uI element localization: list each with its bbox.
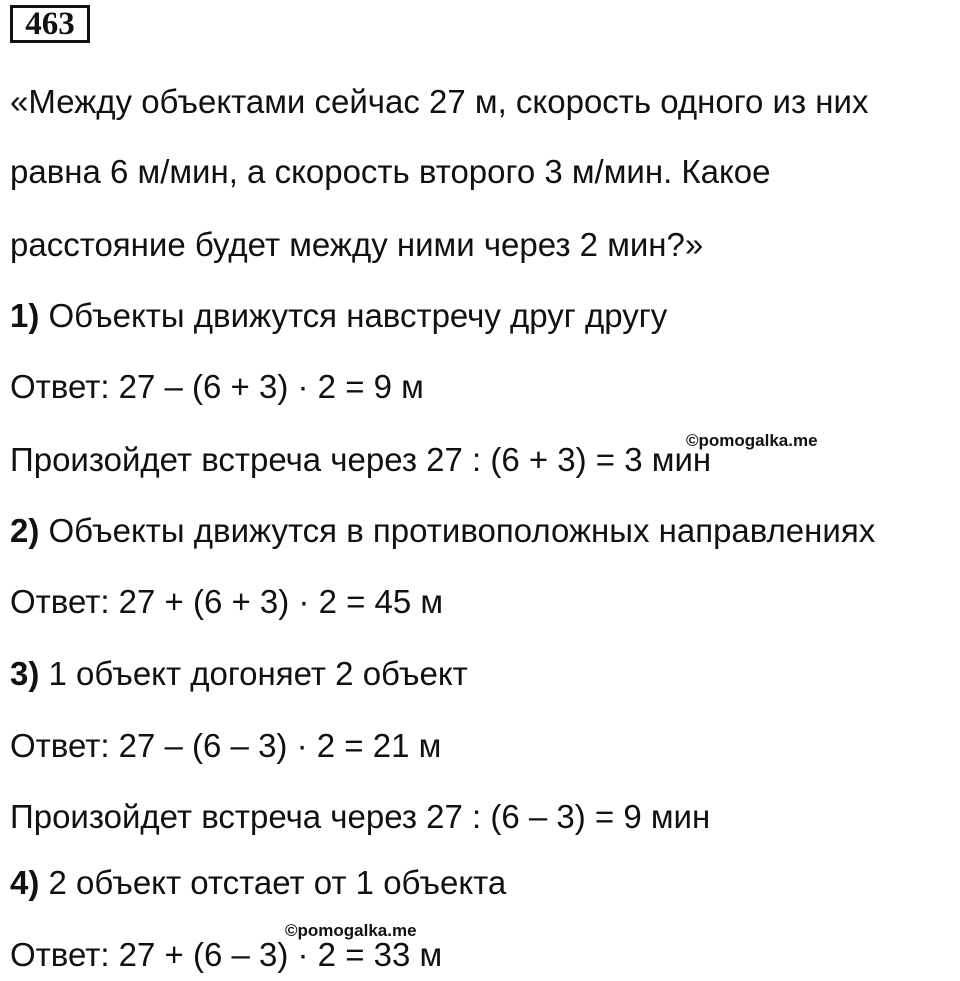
case-2-number: 2)	[10, 512, 40, 549]
case-2-title: Объекты движутся в противоположных направлениях	[48, 512, 876, 549]
case-1-heading	[10, 296, 667, 336]
case-4-heading	[10, 863, 506, 903]
problem-line-1: «Между объектами сейчас 27 м, скорость одного из них	[10, 83, 869, 120]
case-4-title: 2 объект отстает от 1 объекта	[48, 864, 507, 901]
case-1-title: Объекты движутся навстречу друг другу	[48, 297, 668, 334]
case-3-number: 3)	[10, 655, 40, 692]
case-4-number: 4)	[10, 864, 40, 901]
case-1-answer: Ответ: 27 – (6 + 3) · 2 = 9 м	[10, 368, 424, 405]
case-3-answer: Ответ: 27 – (6 – 3) · 2 = 21 м	[10, 727, 442, 764]
case-3-title: 1 объект догоняет 2 объект	[48, 655, 468, 692]
problem-line-3: расстояние будет между ними через 2 мин?»	[10, 226, 704, 263]
case-3-meeting: Произойдет встреча через 27 : (6 – 3) = 9 мин	[10, 798, 711, 835]
task-number: 463	[10, 5, 90, 43]
case-4-answer: Ответ: 27 + (6 – 3) · 2 = 33 м	[10, 936, 443, 973]
case-2-answer: Ответ: 27 + (6 + 3) · 2 = 45 м	[10, 583, 444, 620]
watermark-1: ©pomogalka.me	[686, 431, 818, 450]
watermark-2: ©pomogalka.me	[285, 921, 417, 940]
case-2-heading	[10, 511, 875, 551]
case-3-heading	[10, 654, 468, 694]
case-1-number: 1)	[10, 297, 40, 334]
problem-line-2: равна 6 м/мин, а скорость второго 3 м/мин. Какое	[10, 153, 771, 190]
case-1-meeting: Произойдет встреча через 27 : (6 + 3) = 3 мин	[10, 441, 712, 478]
